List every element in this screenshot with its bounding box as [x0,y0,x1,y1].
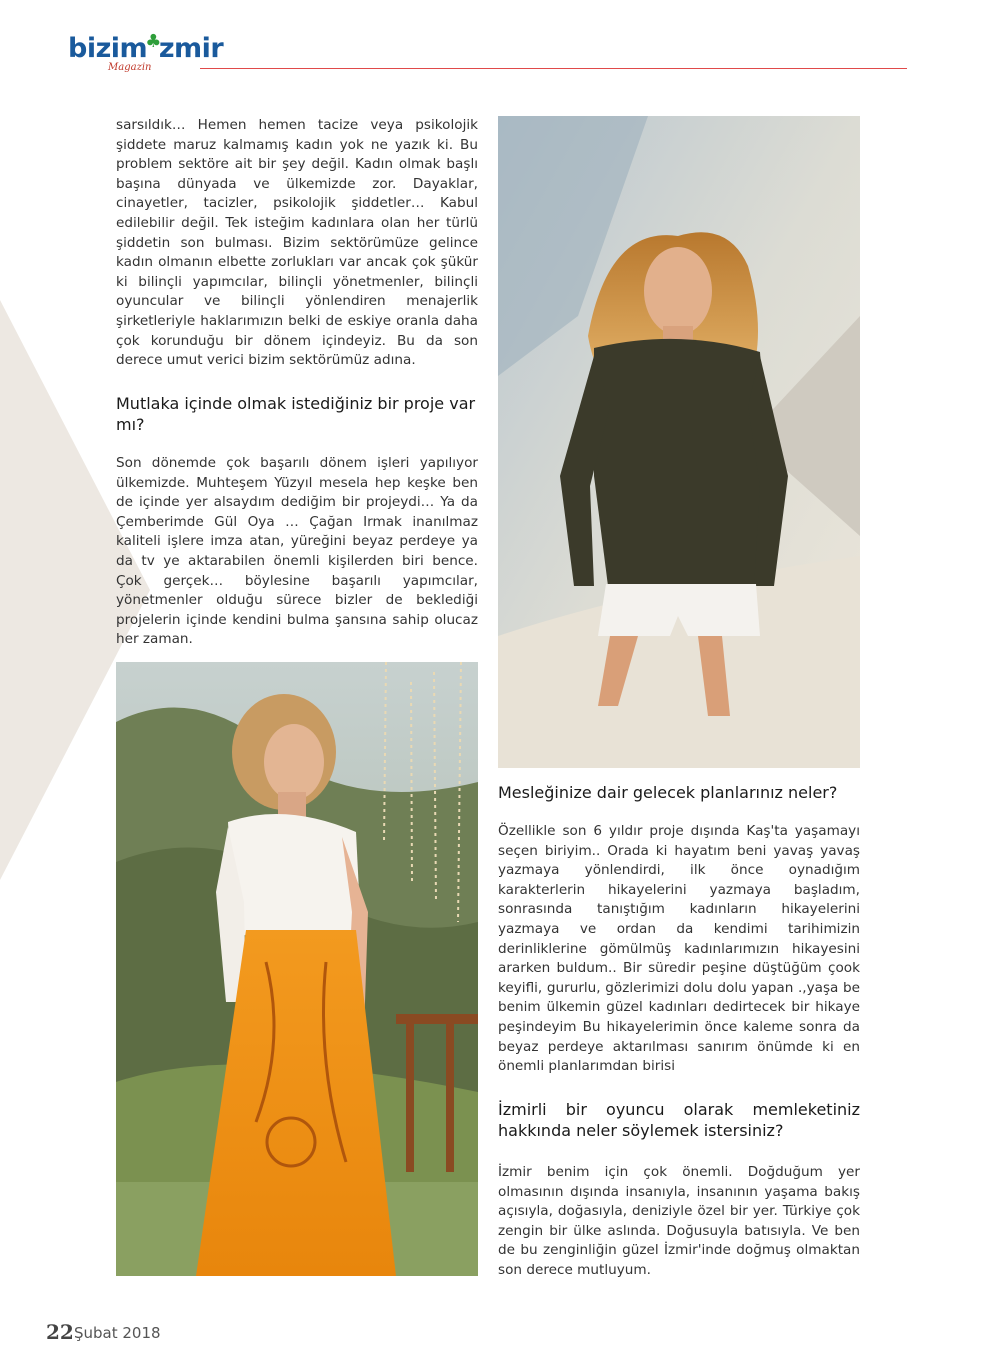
palm-tree-icon: ♣ [145,31,161,52]
question-2: Mesleğinize dair gelecek planlarınız neler? [498,783,838,802]
logo-subtitle: Magazin [108,62,152,73]
photo-orange-skirt [116,662,478,1276]
paragraph-2: Son dönemde çok başarılı dönem işleri yapılıyor ülkemizde. Muhteşem Yüzyıl mesela hep keşke ben de içinde yer alsaydım dediğim bir projeydi… Ya da Çemberimde Gül Oya … Çağan Irmak inanılmaz kaliteli işlere imza atan, yüreğini beyaz perdeye ya da tv ye aktarabilen önemli kişilerden biri bence. Çok gerçek… böylesine başarılı yapımcılar, yönetmenler olduğu sürece bizler de beklediği projelerin içinde kendini bulma şansına sahip olucaz her zaman. [116,455,478,648]
paragraph-4: İzmir benim için çok önemli. Doğduğum yer olmasının dışında insanıyla, insanının yaşama bakış açısıyla, doğasıyla, deniziyle özel bir yer. Türkiye çok zengin bir ülke aslında. Doğusuyla batısıyla. Ve ben de bu zenginliğin güzel İzmir'inde doğmuş olmaktan son derece mutluyum. [498,1164,860,1278]
paragraph-3: Özellikle son 6 yıldır proje dışında Kaş'ta yaşamayı seçen biriyim.. Orada ki hayatım beni yavaş yavaş yazmaya yönlendirdi, ilk önce oynadığım karakterlerin hikayelerini yazmaya başladım, sonrasında tanıştığım kadınların hikayelerini yazmaya ve ordan da kendimi tarihimizin derinliklerine gömülmüş kadınlarımızın hikayesini ararken buldum.. Bir süredir peşine düştüğüm çook keyifli, gururlu, gözlerimizi dolu dolu yapan .,yaşa be benim ülkemin güzel kadınları dedirtecek bir hikaye peşindeyim Bu hikayelerimin önce kaleme sonra da beyaz perdeye aktarılması sanırım önümde ki en önemli planlarımdan birisi [498,823,860,1075]
logo [68,31,224,73]
photo-knit-sweater [498,116,860,768]
logo-wordmark: bizim♣zmir [68,31,224,64]
header-rule [200,68,907,69]
paragraph-1: sarsıldık… Hemen hemen tacize veya psikolojik şiddete maruz kalmamış kadın yok ne yazık ki. Bu problem sektöre ait bir şey değil. Kadın olmak başlı başına dünyada ve ülkemizde zor. Dayaklar, cinayetler, tacizler, psikolojik şiddetler… Kabul edilebilir değil. Tek isteğim kadınlara olan her türlü şiddetin son bulması. Bizim sektörümüze gelince kadın olmanın elbette zorlukları var ancak çok şükür ki bilinçli yapımcılar, bilinçli yönetmenler, bilinçli oyuncular ve bilinçli yönlendiren menajerlik şirketleriyle haklarımızın belki de eskiye oranla daha çok korunduğu bir dönem içindeyiz. Bu da son derece umut verici bizim sektörümüz adına. [116,117,478,369]
page-number: 22 [46,1320,74,1344]
question-1: Mutlaka içinde olmak istediğiniz bir proje var mı? [116,394,476,434]
question-3: İzmirli bir oyuncu olarak memleketiniz hakkında neler söylemek istersiniz? [498,1100,860,1140]
issue-date: Şubat 2018 [74,1324,161,1342]
